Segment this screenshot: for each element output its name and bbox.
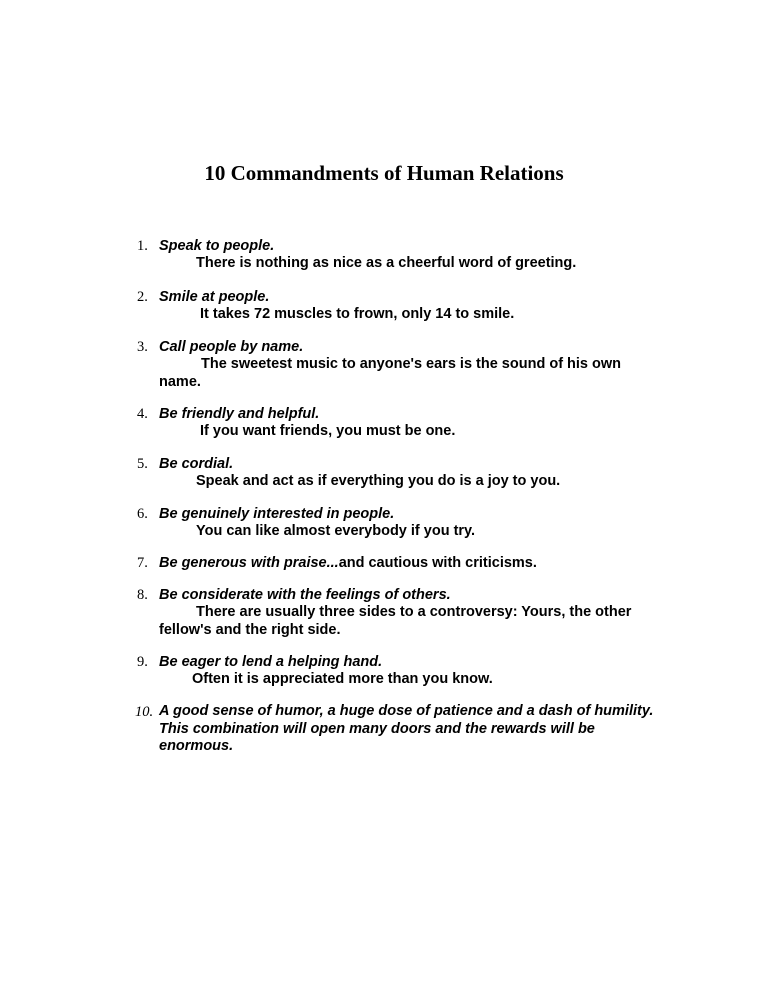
item-number: 7.	[137, 555, 148, 571]
heading-line: enormous.	[159, 738, 234, 754]
item-heading: Be eager to lend a helping hand.	[159, 654, 383, 670]
description-line: Speak and act as if everything you do is a joy to you.	[196, 473, 561, 489]
item-heading: Smile at people.	[159, 289, 270, 305]
description-line: The sweetest music to anyone's ears is the sound of his own	[201, 356, 622, 372]
item-heading: Be considerate with the feelings of others.	[159, 587, 451, 603]
description-line: fellow's and the right side.	[159, 621, 341, 638]
description-line: Often it is appreciated more than you know.	[192, 671, 493, 687]
item-number: 5.	[137, 456, 148, 472]
heading-line: This combination will open many doors and the rewards will be	[159, 720, 595, 737]
item-heading: Be genuinely interested in people.	[159, 506, 395, 522]
item-heading-italic: Be generous with praise...	[159, 555, 339, 571]
item-heading: Be friendly and helpful.	[159, 406, 320, 422]
item-number: 3.	[137, 339, 148, 355]
item-heading-tail: and cautious with criticisms.	[338, 555, 537, 571]
item-heading: Be cordial.	[159, 456, 234, 472]
item-number: 10.	[135, 704, 154, 720]
page-title: 10 Commandments of Human Relations	[204, 161, 564, 185]
heading-line: A good sense of humor, a huge dose of patience and a dash of humility.	[159, 703, 654, 719]
item-description	[159, 255, 659, 273]
item-description	[159, 473, 659, 491]
item-heading: Speak to people.	[159, 238, 275, 254]
item-description	[159, 671, 659, 689]
item-heading: Call people by name.	[159, 339, 304, 355]
item-heading	[159, 703, 699, 756]
description-line: You can like almost everybody if you try.	[196, 523, 476, 539]
item-number: 6.	[137, 506, 148, 522]
item-heading	[159, 554, 537, 572]
item-number: 9.	[137, 654, 148, 670]
description-line: It takes 72 muscles to frown, only 14 to smile.	[200, 306, 515, 322]
item-description	[159, 604, 679, 639]
description-line: There are usually three sides to a controversy: Yours, the other	[196, 604, 632, 620]
item-number: 1.	[137, 238, 148, 254]
description-line: name.	[159, 373, 201, 390]
item-number: 8.	[137, 587, 148, 603]
item-description	[159, 356, 659, 391]
description-line: If you want friends, you must be one.	[200, 423, 456, 439]
item-number: 4.	[137, 406, 148, 422]
item-description	[159, 523, 659, 541]
item-description	[159, 423, 659, 441]
description-line: There is nothing as nice as a cheerful word of greeting.	[196, 255, 577, 271]
item-number: 2.	[137, 289, 148, 305]
item-description	[159, 306, 659, 324]
